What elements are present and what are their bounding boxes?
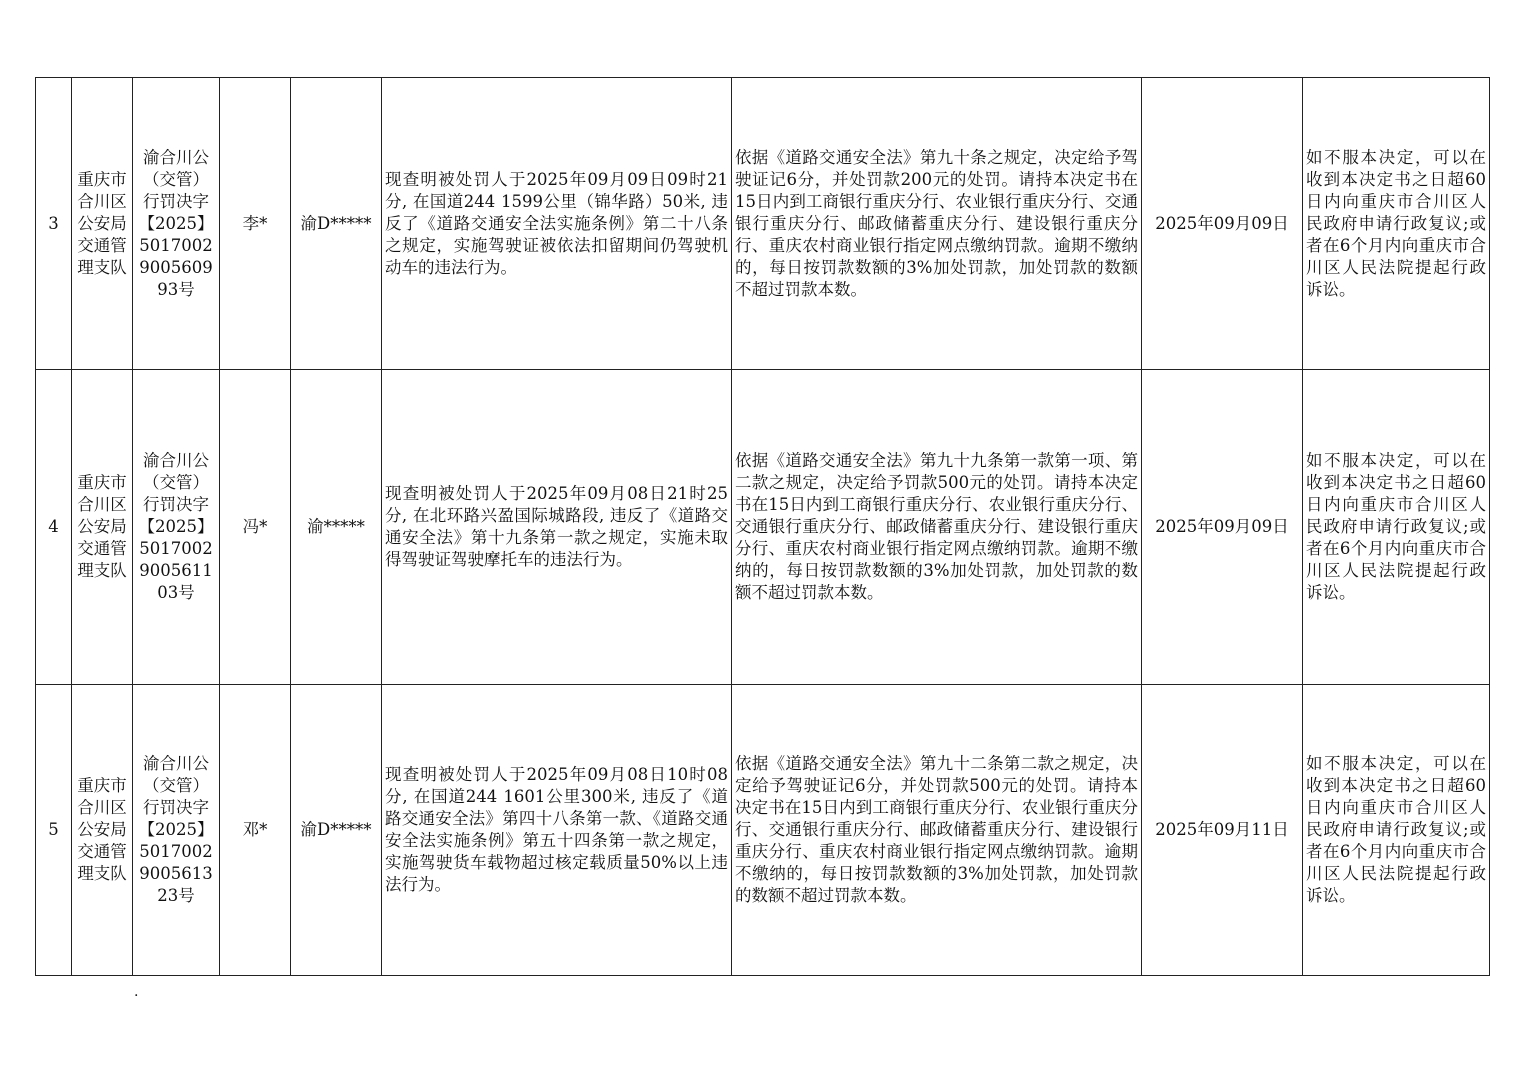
record-name: 李*: [220, 78, 291, 370]
record-remedy: 如不服本决定，可以在收到本决定书之日超60日内向重庆市合川区人民政府申请行政复议;或者在6个月内向重庆市合川区人民法院提起行政诉讼。: [1303, 78, 1490, 370]
record-plate: 渝D*****: [291, 685, 382, 976]
record-fact: 现查明被处罚人于2025年09月09日09时21分, 在国道244 1599公里（锦华路）50米, 违反了《道路交通安全法实施条例》第二十八条之规定，实施驾驶证被依法扣留期间仍驾驶机动车的违法行为。: [382, 78, 732, 370]
penalty-records-table: [35, 77, 1490, 976]
record-date: 2025年09月09日: [1142, 370, 1303, 685]
record-doc-no: 渝合川公（交管）行罚决字【2025】5017002900561103号: [133, 370, 220, 685]
table-row: [36, 78, 1490, 370]
record-name: 冯*: [220, 370, 291, 685]
record-org: 重庆市合川区公安局交通管理支队: [72, 78, 133, 370]
record-basis: 依据《道路交通安全法》第九十条之规定，决定给予驾驶证记6分，并处罚款200元的处罚。请持本决定书在15日内到工商银行重庆分行、农业银行重庆分行、交通银行重庆分行、邮政储蓄重庆分行、建设银行重庆分行、重庆农村商业银行指定网点缴纳罚款。逾期不缴纳的，每日按罚款数额的3%加处罚款，加处罚款的数额不超过罚款本数。: [732, 78, 1142, 370]
record-doc-no: 渝合川公（交管）行罚决字【2025】5017002900560993号: [133, 78, 220, 370]
record-fact: 现查明被处罚人于2025年09月08日10时08分, 在国道244 1601公里300米, 违反了《道路交通安全法》第四十八条第一款、《道路交通安全法实施条例》第五十四条第一款之规定，实施驾驶货车载物超过核定载质量50%以上违法行为。: [382, 685, 732, 976]
table-row: [36, 370, 1490, 685]
record-plate: 渝*****: [291, 370, 382, 685]
record-remedy: 如不服本决定，可以在收到本决定书之日超60日内向重庆市合川区人民政府申请行政复议;或者在6个月内向重庆市合川区人民法院提起行政诉讼。: [1303, 370, 1490, 685]
record-date: 2025年09月09日: [1142, 78, 1303, 370]
record-seq: 3: [36, 78, 72, 370]
record-remedy: 如不服本决定，可以在收到本决定书之日超60日内向重庆市合川区人民政府申请行政复议;或者在6个月内向重庆市合川区人民法院提起行政诉讼。: [1303, 685, 1490, 976]
record-seq: 5: [36, 685, 72, 976]
record-plate: 渝D*****: [291, 78, 382, 370]
record-org: 重庆市合川区公安局交通管理支队: [72, 685, 133, 976]
record-basis: 依据《道路交通安全法》第九十二条第二款之规定，决定给予驾驶证记6分，并处罚款500元的处罚。请持本决定书在15日内到工商银行重庆分行、农业银行重庆分行、交通银行重庆分行、邮政储蓄重庆分行、建设银行重庆分行、重庆农村商业银行指定网点缴纳罚款。逾期不缴纳的，每日按罚款数额的3%加处罚款，加处罚款的数额不超过罚款本数。: [732, 685, 1142, 976]
record-seq: 4: [36, 370, 72, 685]
trailing-mark: .: [134, 984, 139, 1000]
record-doc-no: 渝合川公（交管）行罚决字【2025】5017002900561323号: [133, 685, 220, 976]
table-row: [36, 685, 1490, 976]
record-org: 重庆市合川区公安局交通管理支队: [72, 370, 133, 685]
record-basis: 依据《道路交通安全法》第九十九条第一款第一项、第二款之规定，决定给予罚款500元的处罚。请持本决定书在15日内到工商银行重庆分行、农业银行重庆分行、交通银行重庆分行、邮政储蓄重庆分行、建设银行重庆分行、重庆农村商业银行指定网点缴纳罚款。逾期不缴纳的，每日按罚款数额的3%加处罚款，加处罚款的数额不超过罚款本数。: [732, 370, 1142, 685]
record-fact: 现查明被处罚人于2025年09月08日21时25分, 在北环路兴盈国际城路段, 违反了《道路交通安全法》第十九条第一款之规定，实施未取得驾驶证驾驶摩托车的违法行为。: [382, 370, 732, 685]
record-name: 邓*: [220, 685, 291, 976]
record-date: 2025年09月11日: [1142, 685, 1303, 976]
